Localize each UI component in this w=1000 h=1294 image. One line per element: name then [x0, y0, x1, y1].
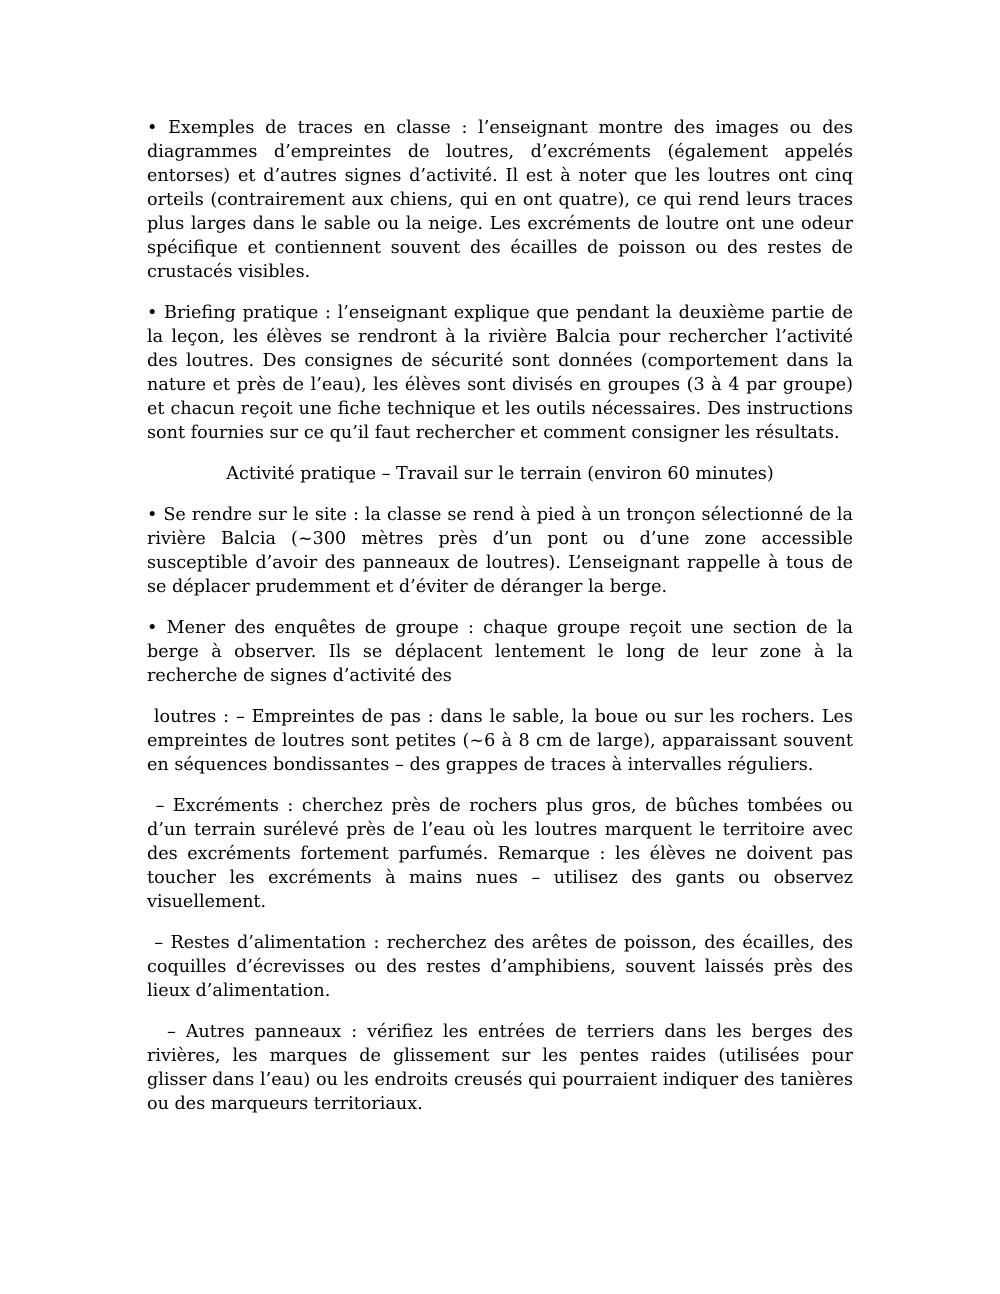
- document-page: [147, 116, 859, 1133]
- paragraph-other-signs: – Autres panneaux : vérifiez les entrées de terriers dans les berges des rivières, les marques de glissement sur les pentes raides (utilisées pour glisser dans l’eau) ou les endroits creusés qui pourraient indiquer des tanières ou des marqueurs territoriaux.: [147, 1022, 859, 1114]
- paragraph-feeding-remains: – Restes d’alimentation : recherchez des arêtes de poisson, des écailles, des coquilles d’écrevisses ou des restes d’amphibiens, souvent laissés près des lieux d’alimentation.: [147, 933, 859, 1001]
- paragraph-go-to-site: • Se rendre sur le site : la classe se rend à pied à un tronçon sélectionné de la rivière Balcia (~300 mètres près d’un pont ou d’une zone accessible susceptible d’avoir des panneaux de loutres). L’enseignant rappelle à tous de se déplacer prudemment et d’éviter de déranger la berge.: [147, 505, 853, 597]
- paragraph-droppings: – Excréments : cherchez près de rochers plus gros, de bûches tombées ou d’un terrain surélevé près de l’eau où les loutres marquent le territoire avec des excréments fortement parfumés. Remarque : les élèves ne doivent pas toucher les excréments à mains nues – utilisez des gants ou observez visuellement.: [147, 796, 859, 912]
- paragraph-traces-examples: • Exemples de traces en classe : l’enseignant montre des images ou des diagrammes d’empreintes de loutres, d’excréments (également appelés entorses) et d’autres signes d’activité. Il est à noter que les loutres ont cinq orteils (contrairement aux chiens, qui en ont quatre), ce qui rend leurs traces plus larges dans le sable ou la neige. Les excréments de loutre ont une odeur spécifique et contiennent souvent des écailles de poisson ou des restes de crustacés visibles.: [147, 118, 853, 282]
- paragraph-footprints: loutres : – Empreintes de pas : dans le sable, la boue ou sur les rochers. Les empreintes de loutres sont petites (~6 à 8 cm de large), apparaissant souvent en séquences bondissantes – des grappes de traces à intervalles réguliers.: [147, 707, 859, 775]
- section-heading-fieldwork: Activité pratique – Travail sur le terrain (environ 60 minutes): [226, 464, 774, 484]
- paragraph-practical-briefing: • Briefing pratique : l’enseignant explique que pendant la deuxième partie de la leçon, les élèves se rendront à la rivière Balcia pour rechercher l’activité des loutres. Des consignes de sécurité sont données (comportement dans la nature et près de l’eau), les élèves sont divisés en groupes (3 à 4 par groupe) et chacun reçoit une fiche technique et les outils nécessaires. Des instructions sont fournies sur ce qu’il faut rechercher et comment consigner les résultats.: [147, 303, 853, 443]
- paragraph-group-surveys: • Mener des enquêtes de groupe : chaque groupe reçoit une section de la berge à observer. Ils se déplacent lentement le long de leur zone à la recherche de signes d’activité des: [147, 618, 853, 686]
